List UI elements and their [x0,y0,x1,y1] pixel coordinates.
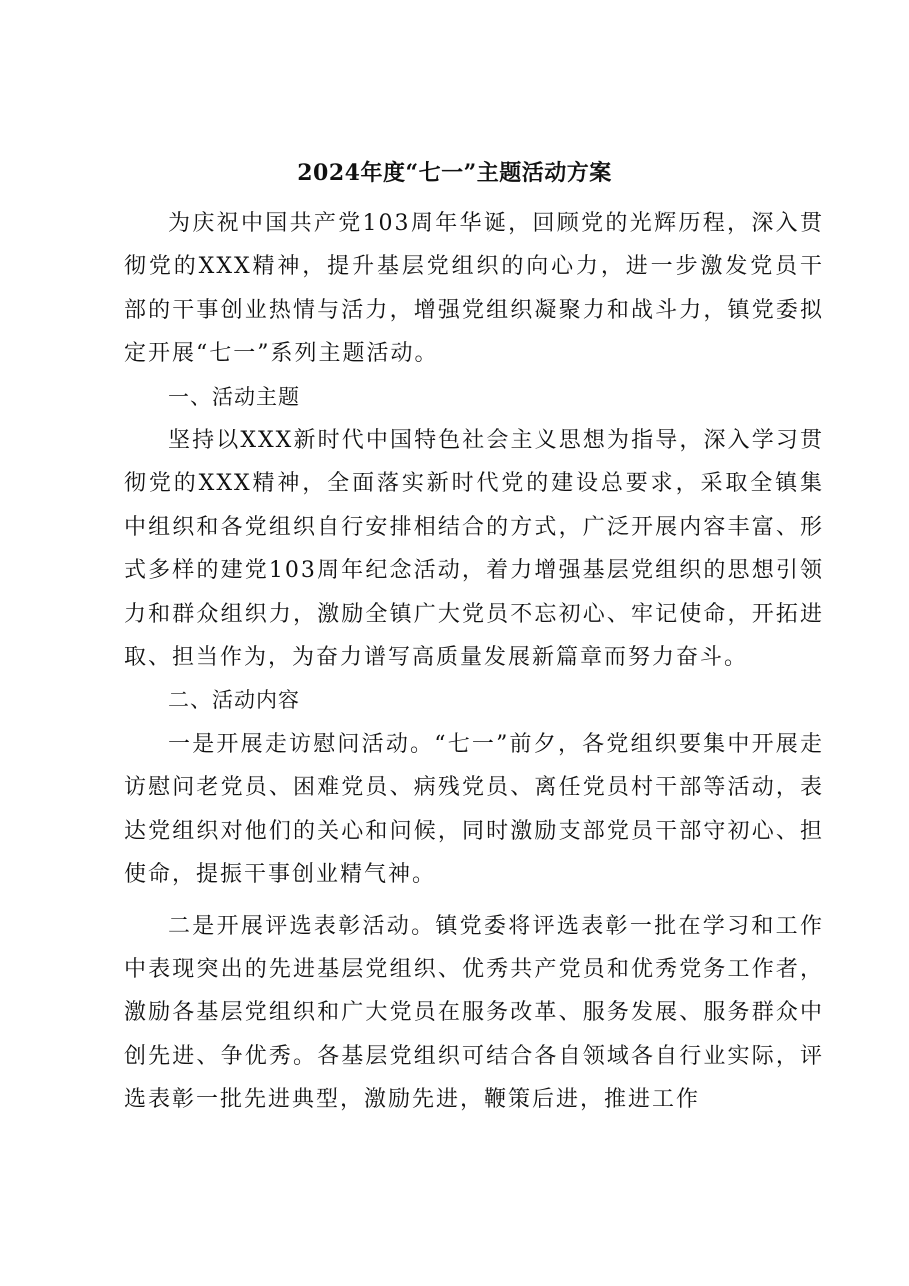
theme-paragraph: 坚持以XXX新时代中国特色社会主义思想为指导，深入学习贯彻党的XXX精神，全面落实新时代党的建设总要求，采取全镇集中组织和各党组织自行安排相结合的方式，广泛开展内容丰富、形式多样的建党103周年纪念活动，着力增强基层党组织的思想引领力和群众组织力，激励全镇广大党员不忘初心、牢记使命，开拓进取、担当作为，为奋力谱写高质量发展新篇章而努力奋斗。 [124,428,824,671]
paragraph-gap [124,897,824,905]
section-heading-content: 二、活动内容 [168,688,300,713]
document-body [124,202,824,1122]
document-title: 2024年度“七一”主题活动方案 [297,160,612,186]
content-item-awards: 二是开展评选表彰活动。镇党委将评选表彰一批在学习和工作中表现突出的先进基层党组织、优秀共产党员和优秀党务工作者，激励各基层党组织和广大党员在服务改革、服务发展、服务群众中创先进、争优秀。各基层党组织可结合各自领域各自行业实际，评选表彰一批先进典型，激励先进，鞭策后进，推进工作 [124,913,824,1113]
content-item-visits: 一是开展走访慰问活动。“七一”前夕，各党组织要集中开展走访慰问老党员、困难党员、病残党员、离任党员村干部等活动，表达党组织对他们的关心和问候，同时激励支部党员干部守初心、担使命，提振干事创业精气神。 [124,731,824,888]
section-heading-theme: 一、活动主题 [168,384,300,409]
intro-paragraph: 为庆祝中国共产党103周年华诞，回顾党的光辉历程，深入贯彻党的XXX精神，提升基层党组织的向心力，进一步激发党员干部的干事创业热情与活力，增强党组织凝聚力和战斗力，镇党委拟定开展“七一”系列主题活动。 [124,211,824,367]
